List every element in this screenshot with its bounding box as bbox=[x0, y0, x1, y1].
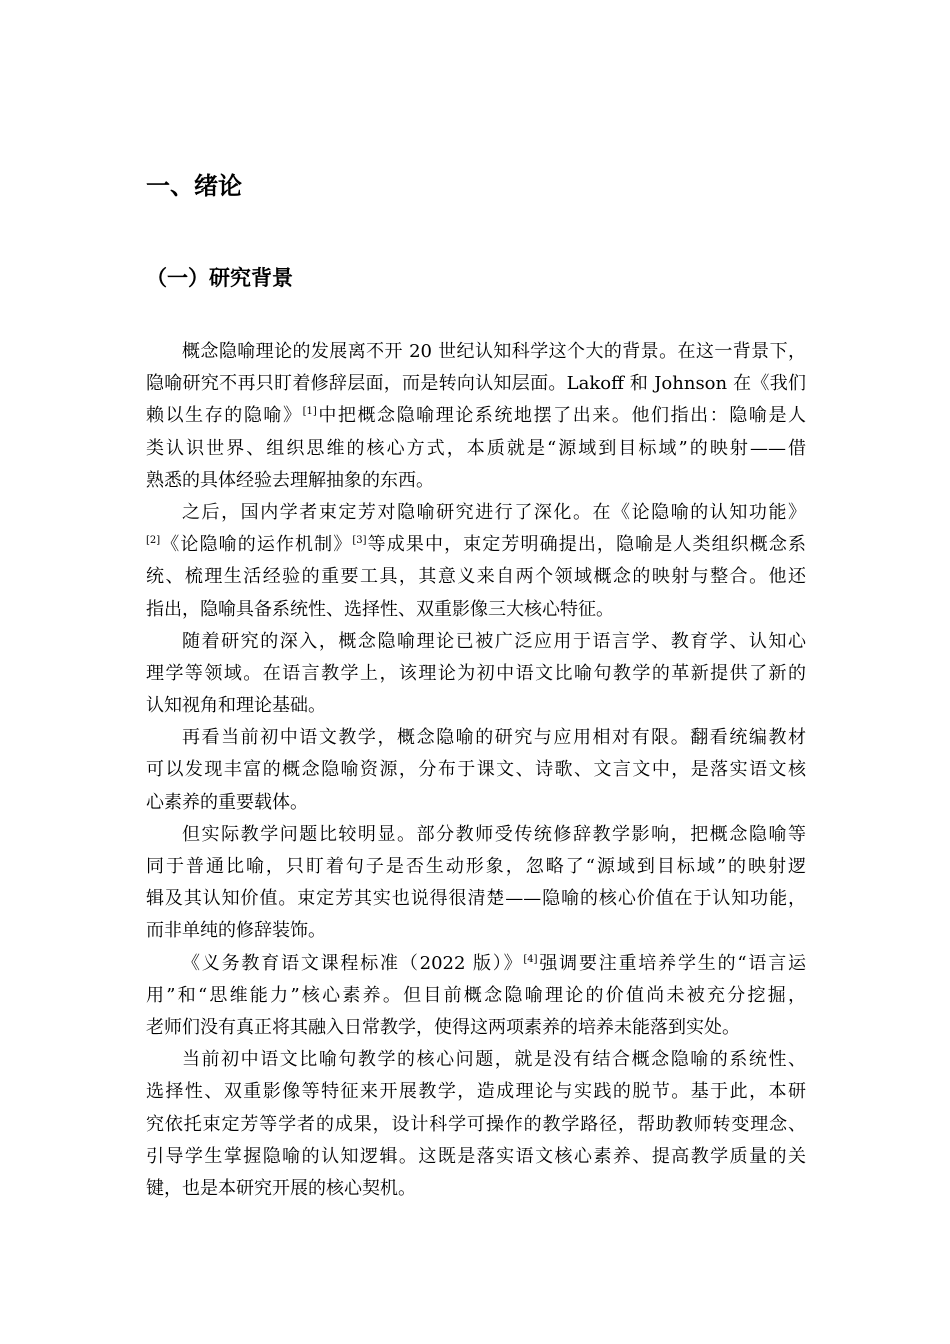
text-line bbox=[146, 1044, 806, 1076]
text-line bbox=[146, 690, 806, 722]
text-line bbox=[146, 851, 806, 883]
paragraph bbox=[146, 722, 806, 819]
text-line bbox=[146, 754, 806, 786]
text-run: 可以发现丰富的概念隐喻资源，分布于课文、诗歌、文言文中，是落实语文核 bbox=[146, 759, 806, 781]
text-line bbox=[146, 658, 806, 690]
text-line bbox=[146, 1141, 806, 1173]
text-run: 当前初中语文比喻句教学的核心问题，就是没有结合概念隐喻的系统性、 bbox=[182, 1049, 806, 1071]
text-run: 键，也是本研究开展的核心契机。 bbox=[146, 1177, 416, 1199]
text-run: 熟悉的具体经验去理解抽象的东西。 bbox=[146, 469, 434, 491]
text-run: 隐喻研究不再只盯着修辞层面，而是转向认知层面。Lakoff 和 Johnson 在《我们 bbox=[146, 373, 806, 395]
body-text bbox=[146, 336, 806, 1205]
text-run: 《义务教育语文课程标准（2022 版）》 bbox=[182, 952, 524, 974]
text-run: 心素养的重要载体。 bbox=[146, 791, 308, 813]
text-run: 辑及其认知价值。束定芳其实也说得很清楚——隐喻的核心价值在于认知功能， bbox=[146, 888, 806, 910]
section-heading: （一）研究背景 bbox=[146, 266, 293, 290]
text-run: 强调要注重培养学生的“语言运 bbox=[537, 952, 807, 974]
text-run: 概念隐喻理论的发展离不开 20 世纪认知科学这个大的背景。在这一背景下， bbox=[182, 341, 806, 362]
paragraph bbox=[146, 948, 806, 1045]
text-run: 理学等领域。在语言教学上，该理论为初中语文比喻句教学的革新提供了新的 bbox=[146, 662, 806, 684]
text-run: 引导学生掌握隐喻的认知逻辑。这既是落实语文核心素养、提高教学质量的关 bbox=[146, 1145, 806, 1167]
text-line bbox=[146, 497, 806, 529]
text-line bbox=[146, 948, 806, 980]
text-run: 之后，国内学者束定芳对隐喻研究进行了深化。在《论隐喻的认知功能》 bbox=[182, 501, 806, 523]
text-line bbox=[146, 1012, 806, 1044]
citation-marker: [1] bbox=[302, 406, 317, 418]
text-line bbox=[146, 722, 806, 754]
text-run: 选择性、双重影像等特征来开展教学，造成理论与实践的脱节。基于此，本研 bbox=[146, 1081, 806, 1103]
text-run: 统、梳理生活经验的重要工具，其意义来自两个领域概念的映射与整合。他还 bbox=[146, 566, 806, 588]
text-line bbox=[146, 915, 806, 947]
text-run: 随着研究的深入，概念隐喻理论已被广泛应用于语言学、教育学、认知心 bbox=[182, 630, 806, 652]
text-run: 指出，隐喻具备系统性、选择性、双重影像三大核心特征。 bbox=[146, 598, 614, 620]
text-run: 老师们没有真正将其融入日常教学，使得这两项素养的培养未能落到实处。 bbox=[146, 1016, 740, 1038]
text-run: 用”和“思维能力”核心素养。但目前概念隐喻理论的价值尚未被充分挖掘， bbox=[146, 984, 806, 1006]
text-line bbox=[146, 819, 806, 851]
citation-marker: [3] bbox=[352, 535, 367, 547]
text-run: 等成果中，束定芳明确提出，隐喻是人类组织概念系 bbox=[366, 534, 807, 556]
text-line bbox=[146, 1109, 806, 1141]
text-run: 究依托束定芳等学者的成果，设计科学可操作的教学路径，帮助教师转变理念、 bbox=[146, 1113, 806, 1135]
text-run: 中把概念隐喻理论系统地摆了出来。他们指出：隐喻是人 bbox=[316, 405, 807, 427]
text-run: 赖以生存的隐喻》 bbox=[146, 405, 303, 427]
text-line bbox=[146, 529, 806, 561]
paragraph bbox=[146, 819, 806, 948]
paragraph bbox=[146, 336, 806, 497]
paragraph bbox=[146, 626, 806, 723]
text-run: 但实际教学问题比较明显。部分教师受传统修辞教学影响，把概念隐喻等 bbox=[182, 823, 806, 845]
text-run: 认知视角和理论基础。 bbox=[146, 695, 326, 717]
chapter-heading: 一、绪论 bbox=[146, 172, 242, 200]
text-line bbox=[146, 368, 806, 400]
paragraph bbox=[146, 497, 806, 626]
text-line bbox=[146, 787, 806, 819]
text-run: 而非单纯的修辞装饰。 bbox=[146, 920, 326, 942]
text-line bbox=[146, 883, 806, 915]
text-run: 再看当前初中语文教学，概念隐喻的研究与应用相对有限。翻看统编教材 bbox=[182, 727, 806, 749]
text-line bbox=[146, 626, 806, 658]
text-line bbox=[146, 465, 806, 497]
text-line bbox=[146, 1173, 806, 1205]
text-run: 同于普通比喻，只盯着句子是否生动形象，忽略了“源域到目标域”的映射逻 bbox=[146, 856, 806, 877]
text-line bbox=[146, 433, 806, 465]
text-line bbox=[146, 594, 806, 626]
paragraph bbox=[146, 1044, 806, 1205]
citation-marker: [4] bbox=[523, 953, 538, 965]
text-run: 类认识世界、组织思维的核心方式，本质就是“源域到目标域”的映射——借 bbox=[146, 437, 806, 459]
text-line bbox=[146, 561, 806, 593]
citation-marker: [2] bbox=[146, 535, 161, 547]
text-line bbox=[146, 400, 806, 432]
text-line bbox=[146, 1076, 806, 1108]
text-line bbox=[146, 980, 806, 1012]
text-line bbox=[146, 336, 806, 368]
text-run: 《论隐喻的运作机制》 bbox=[160, 534, 353, 556]
